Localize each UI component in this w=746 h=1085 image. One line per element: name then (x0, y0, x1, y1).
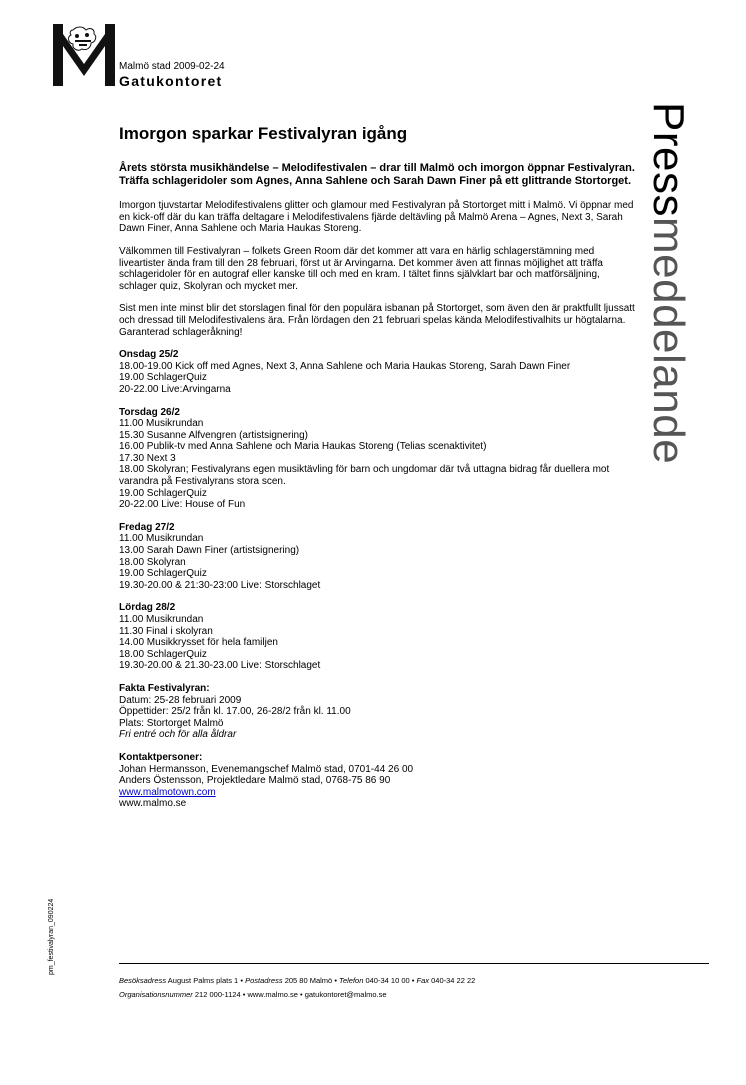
schedule-item: 20-22.00 Live:Arvingarna (119, 383, 231, 395)
schedule-day-saturday (119, 602, 639, 672)
page-title: Imorgon sparkar Festivalyran igång (119, 124, 408, 143)
footer (119, 974, 699, 1002)
footer-orgnr-value: 212 000-1124 (194, 990, 241, 999)
paragraph: Sist men inte minst blir det storslagen final för den populära isbanan på Stortorget, som även den är praktfullt ljussatt och dressad till Melodifestivalens ära. Från lördagen den 21 februari spelas kända Melodifestivalhits ur högtalarna. Garanterad schlageråkning! (119, 303, 635, 338)
footer-phone-label: Telefon (339, 976, 364, 985)
day-heading: Torsdag 26/2 (119, 406, 180, 418)
vertical-press-label (643, 100, 693, 560)
footer-orgnr-label: Organisationsnummer (119, 990, 193, 999)
malmotown-link[interactable]: www.malmotown.com (119, 786, 216, 798)
footer-fax-label: Fax (416, 976, 430, 985)
schedule-item: 15.30 Susanne Alfvengren (artistsignering) (119, 429, 309, 441)
schedule-item: 11.00 Musikrundan (119, 614, 204, 625)
paragraph: Imorgon tjuvstartar Melodifestivalens glitter och glamour med Festivalyran på Stortorget mitt i Malmö. Vi öppnar med en kick-off där du kan träffa deltagare i Melodifestivalens fjärde deltävling på Malmö Arena – Agnes, Next 3, Sarah Dawn Finer, Anna Sahlene och Maria Haukas Storeng. (119, 200, 634, 235)
facts-date: Datum: 25-28 februari 2009 (119, 694, 242, 706)
footer-divider (119, 963, 709, 964)
footer-separator: • (411, 976, 415, 985)
schedule-day-thursday (119, 407, 639, 511)
schedule-item: 13.00 Sarah Dawn Finer (artistsignering) (119, 545, 300, 557)
day-heading: Fredag 27/2 (119, 521, 175, 533)
schedule-item: 18.00 SchlagerQuiz (119, 648, 207, 660)
day-heading: Onsdag 25/2 (119, 349, 179, 361)
facts-note: Fri entré och för alla åldrar (119, 729, 237, 741)
schedule-item: 20-22.00 Live: House of Fun (119, 499, 246, 511)
footer-separator: • (240, 976, 243, 985)
department-name: Gatukontoret (119, 73, 223, 89)
schedule-item: 19.30-20.00 & 21.30-23.00 Live: Storschlaget (119, 660, 321, 672)
footer-line-2 (119, 988, 699, 1002)
schedule-item: 11.30 Final i skolyran (119, 625, 213, 637)
schedule-item: 16.00 Publik-tv med Anna Sahlene och Maria Haukas Storeng (Telias scenaktivitet) (119, 441, 487, 453)
schedule-item: 19.30-20.00 & 21:30-23:00 Live: Storschlaget (119, 579, 321, 591)
schedule-item: 11.00 Musikrundan (119, 533, 204, 545)
schedule-item: 18.00 Skolyran; Festivalyrans egen musiktävling för barn och ungdomar där två uttagna bidrag får duellera mot varandra på Festivalyrans stora scen. (119, 464, 610, 488)
schedule-item: 14.00 Musikkrysset för hela familjen (119, 637, 278, 649)
lead-paragraph: Årets största musikhändelse – Melodifestivalen – drar till Malmö och imorgon öppnar Festivalyran. Träffa schlageridoler som Agnes, Anna Sahlene och Sarah Dawn Finer på ett glittrande Stortorget. (119, 162, 635, 187)
header-date: Malmö stad 2009-02-24 (119, 61, 225, 72)
footer-separator: • (334, 976, 337, 985)
schedule-item: 19.00 SchlagerQuiz (119, 568, 207, 580)
schedule-day-wednesday (119, 349, 639, 395)
vertical-label-part1: Press (644, 102, 693, 217)
footer-web: www.malmo.se (247, 990, 298, 999)
facts-section (119, 683, 639, 741)
contacts-section (119, 752, 639, 810)
footer-line-1 (119, 974, 699, 988)
schedule-item: 19.00 SchlagerQuiz (119, 487, 207, 499)
vertical-label-part2: meddelande (644, 216, 693, 465)
paragraph: Välkommen till Festivalyran – folkets Green Room där det kommer att vara en härlig schlagerstämning med liveartister ända fram till den 28 februari, först ut är Arvingarna. Det kommer även att finnas möjlighet att träffa schlageridoler för en autograf eller kanske till och med en kram. I tältet finns självklart bar och matförsäljning, schlager quiz, Skolyran och mycket mer. (119, 245, 603, 292)
schedule-day-friday (119, 522, 639, 592)
schedule-item: 19.00 SchlagerQuiz (119, 372, 207, 384)
malmo-stad-logo (53, 24, 115, 86)
schedule-item: 11.00 Musikrundan (119, 418, 204, 430)
facts-place: Plats: Stortorget Malmö (119, 717, 224, 729)
footer-separator: • (299, 990, 303, 999)
contact-person: Anders Östensson, Projektledare Malmö stad, 0768-75 86 90 (119, 775, 391, 787)
footer-post-value: 205 80 Malmö (284, 976, 333, 985)
schedule-item: 18.00 Skolyran (119, 556, 186, 568)
footer-visit-label: Besöksadress (119, 976, 167, 985)
contact-person: Johan Hermansson, Evenemangschef Malmö stad, 0701-44 26 00 (119, 763, 414, 775)
footer-post-label: Postadress (245, 976, 283, 985)
schedule-item: 18.00-19.00 Kick off med Agnes, Next 3, Anna Sahlene och Maria Haukas Storeng, Sarah Dawn Finer (119, 360, 571, 372)
schedule-item: 17.30 Next 3 (119, 452, 176, 464)
document-code (48, 898, 60, 1085)
contacts-heading: Kontaktpersoner: (119, 751, 203, 763)
day-heading: Lördag 28/2 (119, 602, 176, 614)
facts-heading: Fakta Festivalyran: (119, 682, 210, 694)
footer-email: gatukontoret@malmo.se (304, 990, 387, 999)
footer-phone-value: 040-34 10 00 (365, 976, 410, 985)
press-release-body (119, 124, 639, 821)
footer-visit-value: August Palms plats 1 (167, 976, 239, 985)
facts-hours: Öppettider: 25/2 från kl. 17.00, 26-28/2 från kl. 11.00 (119, 706, 351, 718)
footer-fax-value: 040-34 22 22 (431, 976, 476, 985)
footer-separator: • (242, 990, 246, 999)
malmo-web-text: www.malmo.se (119, 798, 187, 810)
document-code-text: pm_festivalyran_090224 (48, 898, 55, 975)
